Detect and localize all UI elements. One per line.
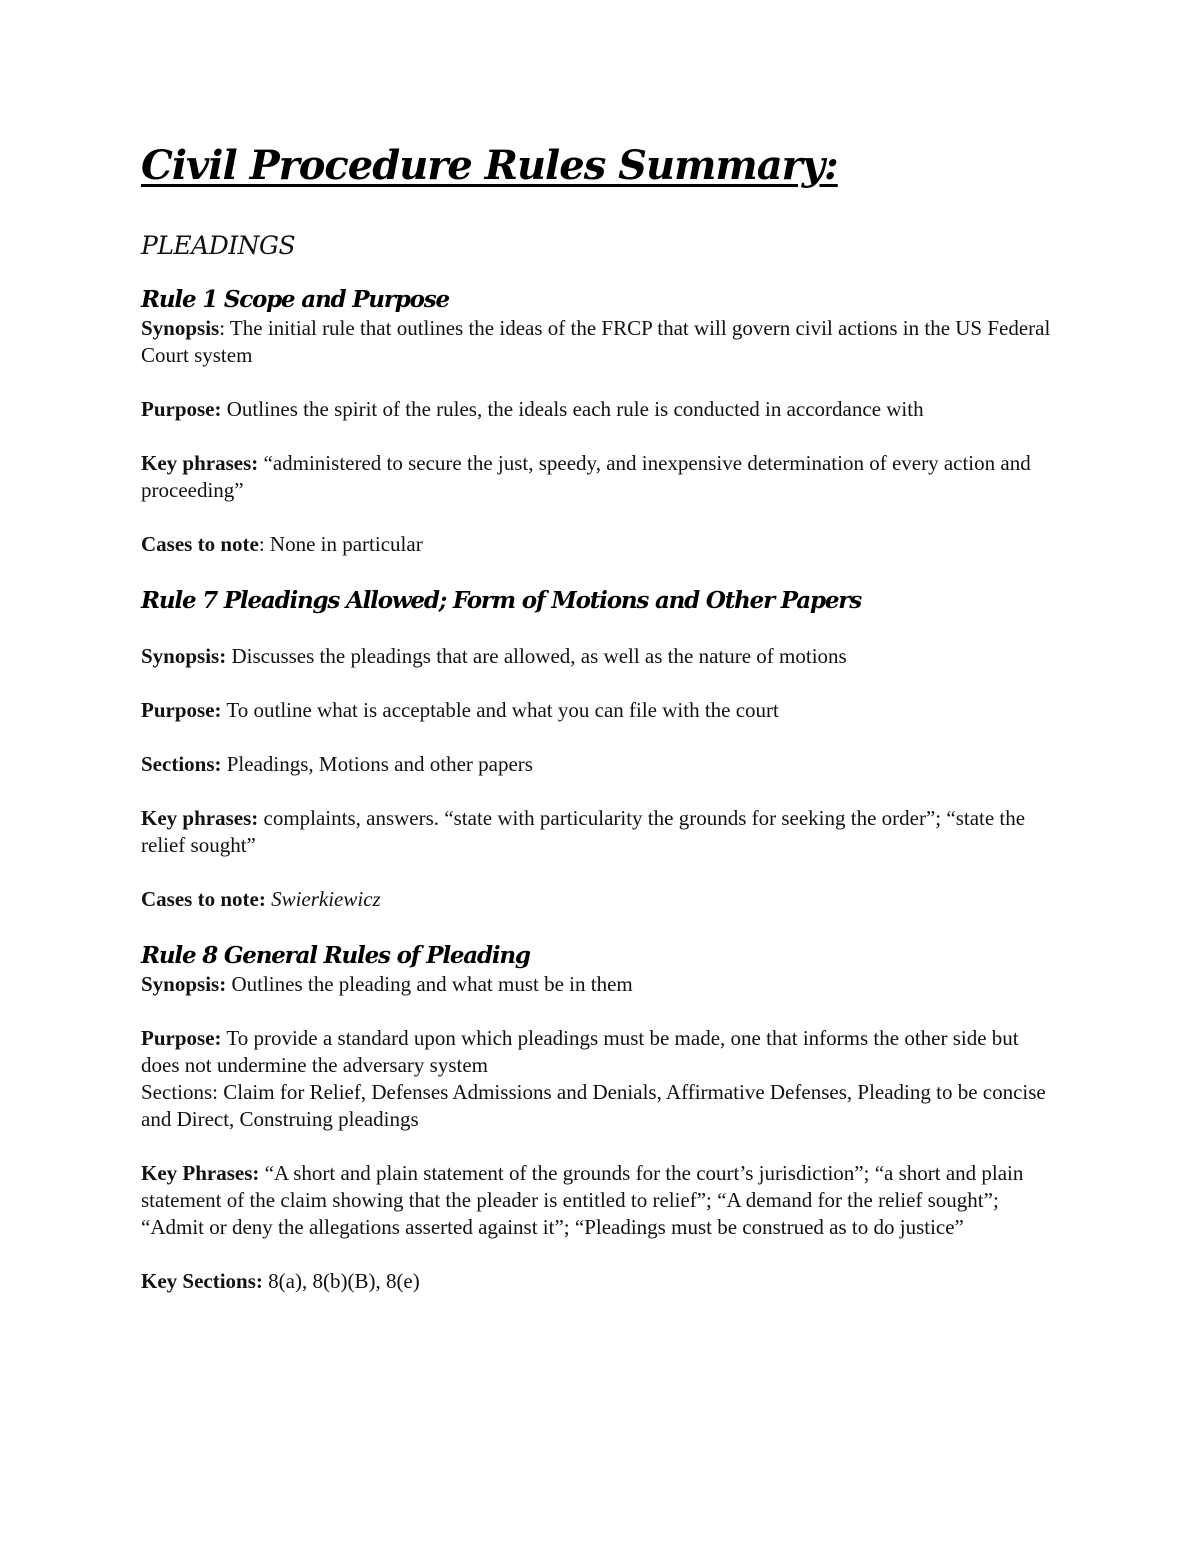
rule-7-sections: [141, 751, 1060, 778]
rule-7-synopsis: [141, 643, 1060, 670]
key-phrases-text: “A short and plain statement of the grounds for the court’s jurisdiction”; “a short and plain statement of the claim showing that the pleader is entitled to relief”; “A demand for the relief sought”; “Admit or deny the allegations asserted against it”; “Pleadings must be construed as to do justice”: [141, 1161, 1024, 1239]
rule-7-key-phrases: [141, 805, 1060, 859]
cases-label: Cases to note: [141, 532, 259, 556]
rule-8-sections: Sections: Claim for Relief, Defenses Admissions and Denials, Affirmative Defenses, Pleading to be concise and Direct, Construing pleadings: [141, 1080, 1046, 1131]
rule-1-heading: Rule 1 Scope and Purpose: [141, 286, 449, 313]
synopsis-label: Synopsis:: [141, 972, 227, 996]
purpose-label: Purpose:: [141, 1026, 222, 1050]
rule-1-block: [141, 285, 1060, 558]
cases-text: : None in particular: [258, 532, 423, 556]
sections-label: Sections:: [141, 752, 222, 776]
rule-7-purpose: [141, 697, 1060, 724]
rule-8-key-phrases: [141, 1160, 1060, 1241]
purpose-text: To provide a standard upon which pleadings must be made, one that informs the other side but does not undermine the adversary system: [141, 1026, 1019, 1077]
key-phrases-label: Key phrases:: [141, 806, 259, 830]
rule-7-cases: [141, 886, 1060, 913]
key-sections-label: Key Sections:: [141, 1269, 263, 1293]
rule-8-purpose: [141, 1025, 1060, 1079]
synopsis-text: Outlines the pleading and what must be in them: [226, 972, 633, 996]
synopsis-label: Synopsis:: [141, 644, 227, 668]
key-phrases-label: Key phrases:: [141, 451, 259, 475]
rule-8-heading: Rule 8 General Rules of Pleading: [141, 942, 530, 969]
rule-1-synopsis: [141, 315, 1060, 369]
purpose-text: Outlines the spirit of the rules, the ideals each rule is conducted in accordance with: [221, 397, 924, 421]
key-sections-text: 8(a), 8(b)(B), 8(e): [262, 1269, 420, 1293]
purpose-text: To outline what is acceptable and what you can file with the court: [221, 698, 779, 722]
rule-1-cases: [141, 531, 1060, 558]
section-label-pleadings: PLEADINGS: [141, 231, 296, 260]
rule-1-key-phrases: [141, 450, 1060, 504]
rule-8-synopsis: [141, 971, 1060, 998]
synopsis-label: Synopsis: [141, 316, 220, 340]
synopsis-text: Discusses the pleadings that are allowed, as well as the nature of motions: [226, 644, 847, 668]
rule-1-purpose: [141, 396, 1060, 423]
key-phrases-label: Key Phrases:: [141, 1161, 260, 1185]
purpose-label: Purpose:: [141, 698, 222, 722]
rule-7-block: [141, 586, 1060, 913]
purpose-label: Purpose:: [141, 397, 222, 421]
rule-8-key-sections: [141, 1268, 1060, 1295]
key-phrases-text: “administered to secure the just, speedy, and inexpensive determination of every action and proceeding”: [141, 451, 1031, 502]
key-phrases-text: complaints, answers. “state with particularity the grounds for seeking the order”; “state the relief sought”: [141, 806, 1026, 857]
cases-label: Cases to note:: [141, 887, 266, 911]
rule-7-heading: Rule 7 Pleadings Allowed; Form of Motions and Other Papers: [141, 587, 861, 614]
synopsis-text: : The initial rule that outlines the ideas of the FRCP that will govern civil actions in the US Federal Court system: [141, 316, 1051, 367]
document-title: Civil Procedure Rules Summary:: [141, 142, 838, 189]
rule-8-block: [141, 941, 1060, 1295]
case-name: Swierkiewicz: [271, 887, 381, 911]
sections-text: Pleadings, Motions and other papers: [221, 752, 533, 776]
